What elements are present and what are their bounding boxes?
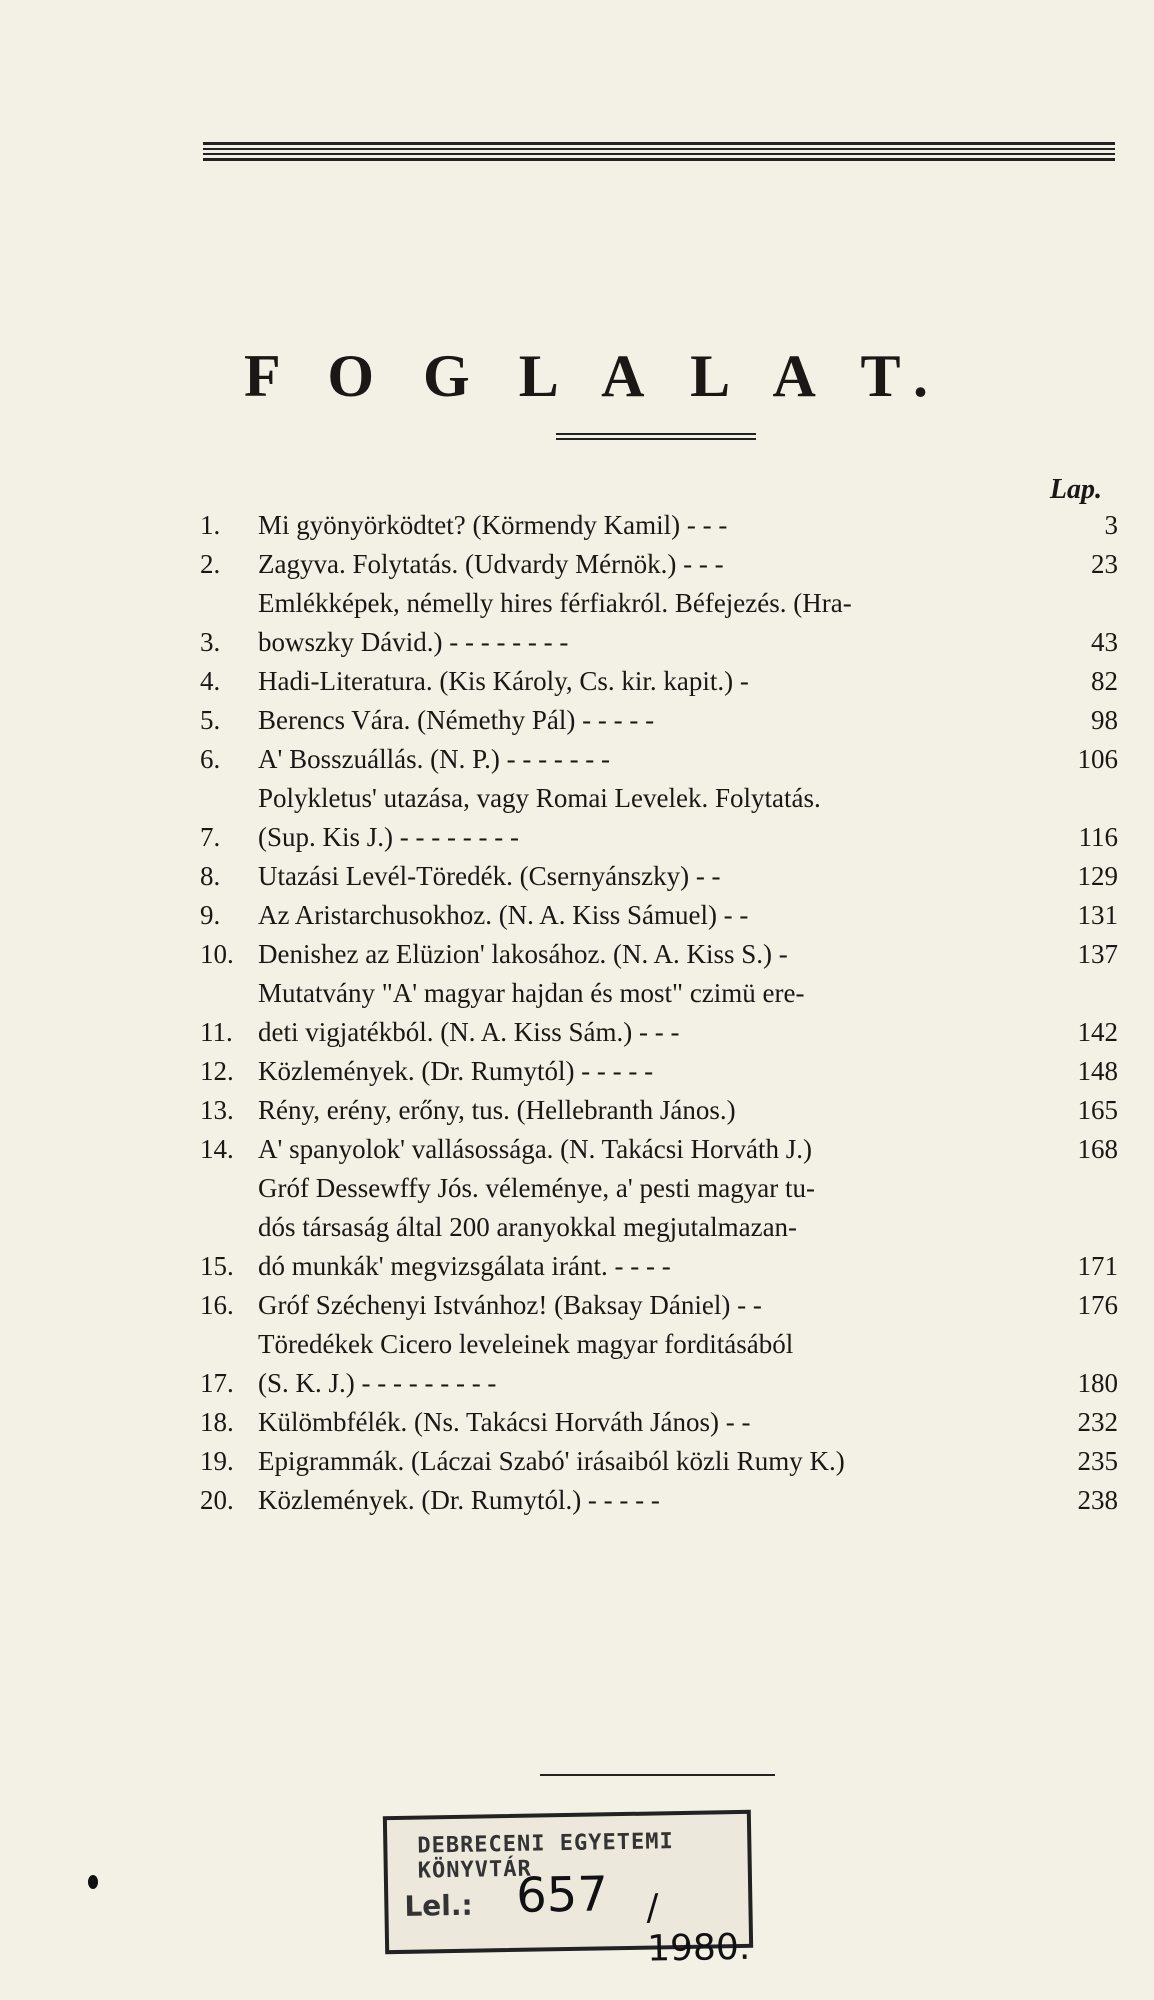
stamp-header: DEBRECENI EGYETEMI KÖNYVTÁR bbox=[417, 1829, 674, 1884]
toc-entry bbox=[200, 1286, 1118, 1325]
toc-entry-page: 232 bbox=[1077, 1407, 1118, 1437]
toc-entry bbox=[200, 974, 1118, 1052]
title-rule bbox=[556, 433, 756, 443]
toc-entry bbox=[200, 1169, 1118, 1286]
toc-entry-line: deti vigjatékból. (N. A. Kiss Sám.) - - - bbox=[258, 1017, 680, 1047]
toc-entry-line: Utazási Levél-Töredék. (Csernyánszky) - - bbox=[258, 861, 721, 891]
toc-entry bbox=[200, 1403, 1118, 1442]
toc-entry-page: 148 bbox=[1077, 1056, 1118, 1086]
toc-entry-text bbox=[258, 857, 1054, 896]
toc-entry bbox=[200, 1052, 1118, 1091]
toc-entry-text bbox=[258, 740, 1054, 779]
bottom-rule bbox=[540, 1774, 775, 1776]
toc-entry-line: Polykletus' utazása, vagy Romai Levelek. Folytatás. bbox=[258, 783, 821, 813]
toc-entry-line: Mutatvány "A' magyar hajdan és most" czimü ere- bbox=[258, 978, 805, 1008]
toc-entry-line: Gróf Széchenyi Istvánhoz! (Baksay Dániel) - - bbox=[258, 1290, 762, 1320]
stamp-label: Lel.: bbox=[404, 1888, 473, 1923]
toc-entry-line: Epigrammák. (Láczai Szabó' irásaiból közli Rumy K.) bbox=[258, 1446, 845, 1476]
toc-entry-number: 16. bbox=[200, 1290, 234, 1320]
toc-entry-number: 5. bbox=[200, 705, 221, 735]
toc-entry-number: 18. bbox=[200, 1407, 234, 1437]
toc-entry-page: 180 bbox=[1077, 1368, 1118, 1398]
toc-entry-page: 106 bbox=[1077, 744, 1118, 774]
toc-entry-line: Zagyva. Folytatás. (Udvardy Mérnök.) - - - bbox=[258, 549, 724, 579]
toc-entry-page: 168 bbox=[1077, 1134, 1118, 1164]
toc-entry bbox=[200, 1442, 1118, 1481]
toc-entry bbox=[200, 1325, 1118, 1403]
toc-entry-text bbox=[258, 1481, 1054, 1520]
toc-entry-text bbox=[258, 1130, 1054, 1169]
toc-entry-text bbox=[258, 1052, 1054, 1091]
top-double-rule bbox=[203, 142, 1115, 168]
toc-entry-line: Közlemények. (Dr. Rumytól.) - - - - - bbox=[258, 1485, 660, 1515]
toc-entry bbox=[200, 896, 1118, 935]
toc-entry-line: bowszky Dávid.) - - - - - - - - bbox=[258, 627, 569, 657]
toc-entry-number: 1. bbox=[200, 510, 221, 540]
toc-entry bbox=[200, 1091, 1118, 1130]
toc-entry-page: 23 bbox=[1091, 549, 1118, 579]
toc-entry bbox=[200, 779, 1118, 857]
toc-entry bbox=[200, 1130, 1118, 1169]
toc-entry-text bbox=[258, 1442, 1054, 1481]
toc-entry-line: A' spanyolok' vallásossága. (N. Takácsi Horváth J.) bbox=[258, 1134, 812, 1164]
toc-entry-number: 7. bbox=[200, 822, 221, 852]
stamp-year: / 1980. bbox=[646, 1887, 751, 1970]
toc-entry-number: 3. bbox=[200, 627, 221, 657]
toc-entry-page: 129 bbox=[1077, 861, 1118, 891]
toc-entry bbox=[200, 545, 1118, 584]
toc-entry-text bbox=[258, 1091, 1054, 1130]
toc-entry-text bbox=[258, 935, 1054, 974]
toc-entry-line: Töredékek Cicero leveleinek magyar forditásából bbox=[258, 1329, 794, 1359]
toc-entry-page: 43 bbox=[1091, 627, 1118, 657]
toc-entry-page: 142 bbox=[1077, 1017, 1118, 1047]
toc-entry-text bbox=[258, 662, 1054, 701]
toc-entry-line: Közlemények. (Dr. Rumytól) - - - - - bbox=[258, 1056, 654, 1086]
ink-spot bbox=[88, 1875, 98, 1889]
toc-entry-line: Hadi-Literatura. (Kis Károly, Cs. kir. kapit.) - bbox=[258, 666, 749, 696]
toc-entry-number: 15. bbox=[200, 1251, 234, 1281]
toc-entry-line: Rény, erény, erőny, tus. (Hellebranth János.) bbox=[258, 1095, 736, 1125]
toc-entry-number: 6. bbox=[200, 744, 221, 774]
toc-entry-text bbox=[258, 701, 1054, 740]
toc-entry-number: 17. bbox=[200, 1368, 234, 1398]
toc-entry-page: 131 bbox=[1077, 900, 1118, 930]
toc-entry-page: 98 bbox=[1091, 705, 1118, 735]
toc-entry bbox=[200, 662, 1118, 701]
toc-entry-text bbox=[258, 506, 1054, 545]
toc-entry-line: Mi gyönyörködtet? (Körmendy Kamil) - - - bbox=[258, 510, 728, 540]
toc-entry-line: dós társaság által 200 aranyokkal megjutalmazan- bbox=[258, 1212, 798, 1242]
page-column-header: Lap. bbox=[1049, 474, 1102, 505]
toc-entry-number: 12. bbox=[200, 1056, 234, 1086]
toc-entry-page: 165 bbox=[1077, 1095, 1118, 1125]
toc-entry-number: 2. bbox=[200, 549, 221, 579]
toc-entry-text bbox=[258, 1286, 1054, 1325]
toc-entry-text bbox=[258, 779, 1054, 857]
toc-entry-text bbox=[258, 545, 1054, 584]
toc-entry-text bbox=[258, 1325, 1054, 1403]
toc-entry bbox=[200, 740, 1118, 779]
toc-entry-page: 82 bbox=[1091, 666, 1118, 696]
toc-entry-page: 176 bbox=[1077, 1290, 1118, 1320]
toc-entry-line: (Sup. Kis J.) - - - - - - - - bbox=[258, 822, 519, 852]
toc-entry bbox=[200, 701, 1118, 740]
toc-entry-number: 20. bbox=[200, 1485, 234, 1515]
toc-entry-line: A' Bosszuállás. (N. P.) - - - - - - - bbox=[258, 744, 611, 774]
toc-entry-number: 13. bbox=[200, 1095, 234, 1125]
toc-entry bbox=[200, 506, 1118, 545]
toc-entry-number: 10. bbox=[200, 939, 234, 969]
table-of-contents bbox=[200, 506, 1118, 1520]
toc-entry-line: Denishez az Elüzion' lakosához. (N. A. Kiss S.) - bbox=[258, 939, 788, 969]
toc-entry-line: Gróf Dessewffy Jós. véleménye, a' pesti magyar tu- bbox=[258, 1173, 815, 1203]
toc-entry-page: 116 bbox=[1078, 822, 1118, 852]
toc-entry-number: 19. bbox=[200, 1446, 234, 1476]
toc-entry-line: Külömbfélék. (Ns. Takácsi Horváth János) - - bbox=[258, 1407, 751, 1437]
toc-entry-number: 14. bbox=[200, 1134, 234, 1164]
toc-entry bbox=[200, 584, 1118, 662]
toc-entry-page: 137 bbox=[1077, 939, 1118, 969]
toc-entry-line: Emlékképek, némelly hires férfiakról. Béfejezés. (Hra- bbox=[258, 588, 852, 618]
toc-entry-page: 3 bbox=[1104, 510, 1118, 540]
toc-entry-text bbox=[258, 1403, 1054, 1442]
toc-entry-number: 8. bbox=[200, 861, 221, 891]
library-stamp bbox=[383, 1810, 753, 1970]
toc-entry-text bbox=[258, 974, 1054, 1052]
toc-entry-text bbox=[258, 1169, 1054, 1286]
toc-entry-line: Berencs Vára. (Némethy Pál) - - - - - bbox=[258, 705, 655, 735]
toc-entry-page: 238 bbox=[1077, 1485, 1118, 1515]
toc-entry-line: dó munkák' megvizsgálata iránt. - - - - bbox=[258, 1251, 671, 1281]
toc-entry bbox=[200, 935, 1118, 974]
toc-entry bbox=[200, 857, 1118, 896]
toc-entry-page: 235 bbox=[1077, 1446, 1118, 1476]
toc-entry-number: 11. bbox=[200, 1017, 233, 1047]
toc-entry bbox=[200, 1481, 1118, 1520]
toc-entry-text bbox=[258, 584, 1054, 662]
toc-entry-text bbox=[258, 896, 1054, 935]
toc-entry-number: 4. bbox=[200, 666, 221, 696]
page-title: F O G L A L A T. bbox=[243, 343, 946, 409]
toc-entry-page: 171 bbox=[1077, 1251, 1118, 1281]
toc-entry-line: Az Aristarchusokhoz. (N. A. Kiss Sámuel) - - bbox=[258, 900, 749, 930]
toc-entry-number: 9. bbox=[200, 900, 221, 930]
toc-entry-line: (S. K. J.) - - - - - - - - - bbox=[258, 1368, 497, 1398]
stamp-number: 657 bbox=[515, 1866, 609, 1924]
